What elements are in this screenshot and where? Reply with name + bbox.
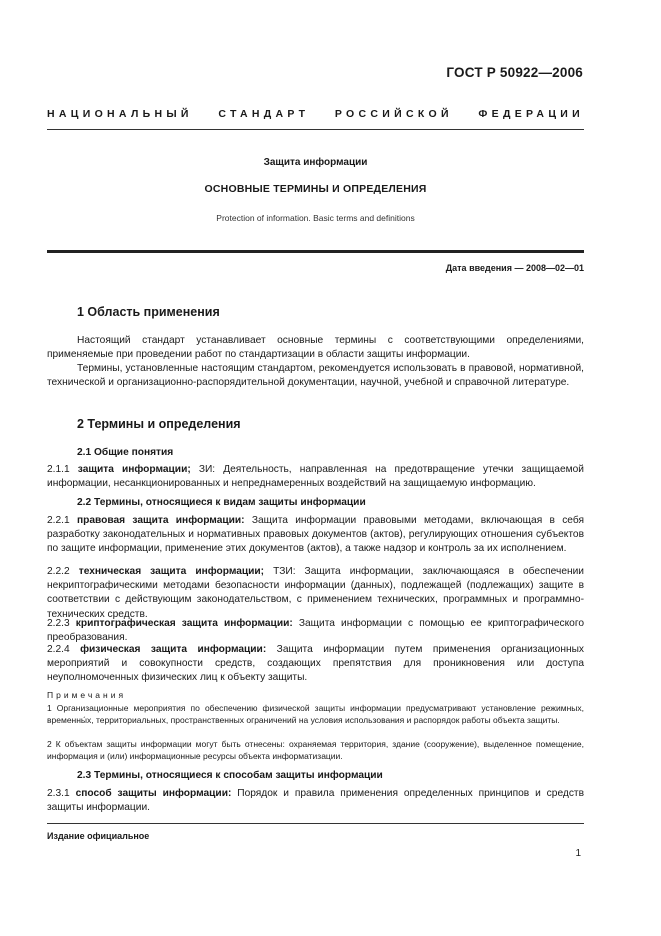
term-2-2-1	[47, 514, 584, 557]
title-group-name: Защита информации	[263, 157, 368, 168]
term-name: защита информации;	[77, 464, 191, 475]
term-number: 2.3.1	[47, 788, 70, 799]
term-definition: Защита информации с помощью ее криптографического преобразования.	[47, 618, 584, 644]
term-2-1-1	[47, 463, 584, 491]
footer-divider	[47, 823, 584, 824]
term-name: техническая защита информации;	[78, 566, 265, 577]
section-1-paragraph-2: Термины, установленные настоящим стандартом, рекомендуется использовать в правовой, нормативной, технической и организационно-распорядительной документации, научной, учебной и справочной литературе.	[47, 363, 584, 389]
notes-heading: Примечания	[47, 690, 127, 700]
page-number: 1	[575, 848, 581, 859]
section-1-heading: 1 Область применения	[77, 305, 220, 319]
edition-note: Издание официальное	[47, 831, 150, 841]
document-title: ОСНОВНЫЕ ТЕРМИНЫ И ОПРЕДЕЛЕНИЯ	[204, 183, 427, 195]
term-number: 2.2.4	[47, 644, 70, 655]
document-number: ГОСТ Р 50922—2006	[446, 65, 583, 80]
note-1: 1 Организационные мероприятия по обеспечению физической защиты информации предусматривают установление режимных, временны́х, территориальных, пространственных ограничений на условия использования и распорядок работы объекта защиты.	[47, 703, 584, 725]
subsection-2-3-heading: 2.3 Термины, относящиеся к способам защиты информации	[77, 770, 383, 781]
section-1-paragraph-1: Настоящий стандарт устанавливает основные термины с соответствующими определениями, применяемые при проведении работ по стандартизации в области защиты информации.	[47, 335, 584, 361]
header-divider	[47, 129, 584, 130]
english-title: Protection of information. Basic terms and definitions	[216, 213, 415, 223]
introduction-date: Дата введения — 2008—02—01	[445, 263, 584, 273]
term-number: 2.2.1	[47, 515, 70, 526]
term-2-2-3	[47, 617, 584, 645]
term-2-3-1	[47, 787, 584, 815]
term-2-2-2	[47, 565, 584, 622]
note-2: 2 К объектам защиты информации могут быть отнесены: охраняемая территория, здание (сооружение), выделенное помещение, информация и (или) информационные ресурсы объекта информатизации.	[47, 739, 584, 761]
banner-word: РОССИЙСКОЙ	[334, 108, 453, 120]
term-definition: Защита информации путем применения организационных мероприятий и совокупности средств, создающих препятствия для проникновения или доступа неуполномоченных физических лиц к объекту защиты.	[47, 644, 584, 684]
term-number: 2.1.1	[47, 464, 70, 475]
section-2-heading: 2 Термины и определения	[77, 417, 241, 431]
term-number: 2.2.2	[47, 566, 70, 577]
term-definition: ЗИ: Деятельность, направленная на предотвращение утечки защищаемой информации, несанкционированных и непреднамеренных воздействий на защищаемую информацию.	[47, 464, 584, 490]
term-definition: ТЗИ: Защита информации, заключающаяся в обеспечении некриптографическими методами безопасности информации (данных), подлежащей (подлежащих) защите в соответствии с действующим законодательством, с применением технических, программных и программно-технических средств.	[47, 566, 584, 620]
banner-word: НАЦИОНАЛЬНЫЙ	[47, 108, 193, 120]
national-standard-banner	[47, 108, 584, 120]
term-2-2-4	[47, 643, 584, 686]
banner-word: СТАНДАРТ	[218, 108, 310, 120]
term-definition: Защита информации правовыми методами, включающая в себя разработку законодательных и нормативных правовых документов (актов), регулирующих отношения субъектов по защите информации, применение этих документов (актов), а также надзор и контроль за их исполнением.	[47, 515, 584, 555]
subsection-2-1-heading: 2.1 Общие понятия	[77, 447, 174, 458]
banner-word: ФЕДЕРАЦИИ	[478, 108, 584, 120]
term-definition: Порядок и правила применения определенных принципов и средств защиты информации.	[47, 788, 585, 814]
term-number: 2.2.3	[47, 618, 70, 629]
title-divider	[47, 250, 584, 253]
term-name: правовая защита информации:	[76, 515, 245, 526]
term-name: физическая защита информации:	[80, 644, 267, 655]
subsection-2-2-heading: 2.2 Термины, относящиеся к видам защиты информации	[77, 497, 366, 508]
term-name: способ защиты информации:	[75, 788, 232, 799]
term-name: криптографическая защита информации:	[75, 618, 293, 629]
